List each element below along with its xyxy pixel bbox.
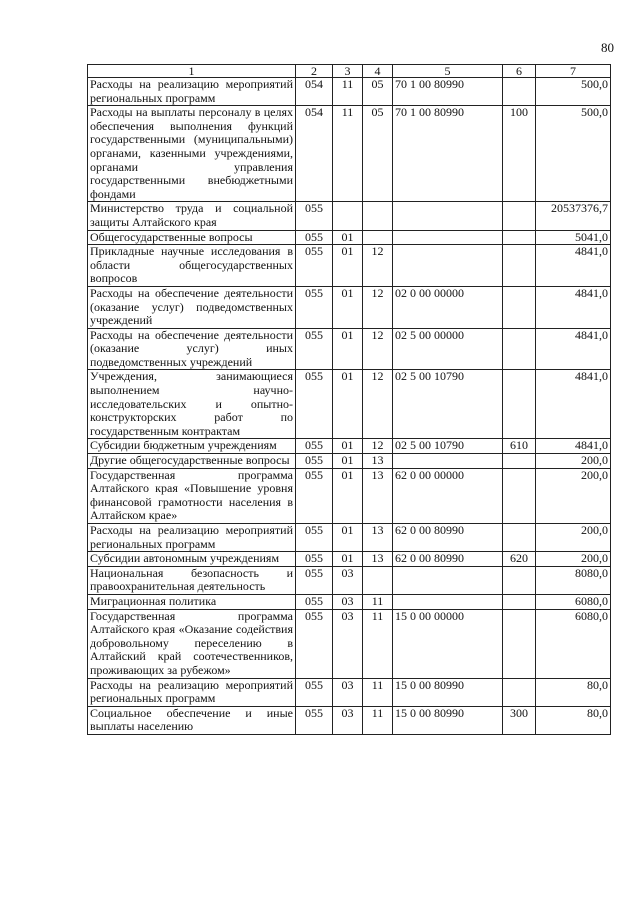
row-section-cell: 01 [333, 286, 363, 328]
row-subsection-cell [363, 566, 393, 594]
row-subsection-cell: 12 [363, 439, 393, 454]
column-header: 4 [363, 65, 393, 78]
row-sum-cell: 500,0 [536, 78, 611, 106]
row-subsection-cell: 12 [363, 245, 393, 287]
row-name-cell: Социальное обеспечение и иные выплаты населению [88, 706, 296, 734]
row-target-article-cell: 15 0 00 00000 [393, 609, 503, 678]
row-sum-cell: 6080,0 [536, 594, 611, 609]
row-target-article-cell: 70 1 00 80990 [393, 78, 503, 106]
row-target-article-cell: 70 1 00 80990 [393, 106, 503, 202]
row-expense-type-cell [503, 202, 536, 230]
row-expense-type-cell [503, 286, 536, 328]
row-grbs-cell: 055 [296, 706, 333, 734]
row-sum-cell: 200,0 [536, 552, 611, 567]
row-grbs-cell: 055 [296, 245, 333, 287]
row-sum-cell: 5041,0 [536, 230, 611, 245]
row-name-cell: Государственная программа Алтайского края «Оказание содействия добровольному переселению в Алтайский край соотечественников, проживающих за рубежом» [88, 609, 296, 678]
row-expense-type-cell: 100 [503, 106, 536, 202]
row-subsection-cell: 13 [363, 524, 393, 552]
row-section-cell [333, 202, 363, 230]
row-sum-cell: 4841,0 [536, 245, 611, 287]
row-subsection-cell: 11 [363, 678, 393, 706]
row-expense-type-cell [503, 370, 536, 439]
header-row [88, 65, 611, 78]
row-target-article-cell [393, 245, 503, 287]
row-expense-type-cell [503, 594, 536, 609]
row-sum-cell: 200,0 [536, 524, 611, 552]
row-subsection-cell: 13 [363, 454, 393, 469]
table-row [88, 609, 611, 678]
row-section-cell: 03 [333, 706, 363, 734]
row-section-cell: 01 [333, 468, 363, 523]
row-target-article-cell [393, 594, 503, 609]
row-sum-cell: 200,0 [536, 454, 611, 469]
row-expense-type-cell [503, 78, 536, 106]
row-name-cell: Расходы на реализацию мероприятий региональных программ [88, 78, 296, 106]
column-header: 5 [393, 65, 503, 78]
table-row [88, 439, 611, 454]
row-subsection-cell: 12 [363, 370, 393, 439]
row-subsection-cell: 11 [363, 706, 393, 734]
row-grbs-cell: 055 [296, 202, 333, 230]
row-name-cell: Расходы на обеспечение деятельности (оказание услуг) иных подведомственных учреждений [88, 328, 296, 370]
row-section-cell: 01 [333, 328, 363, 370]
row-sum-cell: 20537376,7 [536, 202, 611, 230]
column-header: 1 [88, 65, 296, 78]
row-expense-type-cell [503, 609, 536, 678]
row-name-cell: Расходы на реализацию мероприятий региональных программ [88, 678, 296, 706]
row-subsection-cell [363, 230, 393, 245]
row-section-cell: 11 [333, 106, 363, 202]
table-row [88, 202, 611, 230]
table-row [88, 678, 611, 706]
row-target-article-cell: 62 0 00 80990 [393, 524, 503, 552]
row-section-cell: 01 [333, 230, 363, 245]
row-grbs-cell: 055 [296, 439, 333, 454]
row-target-article-cell: 02 5 00 00000 [393, 328, 503, 370]
table-row [88, 328, 611, 370]
row-grbs-cell: 055 [296, 594, 333, 609]
row-subsection-cell [363, 202, 393, 230]
row-grbs-cell: 055 [296, 678, 333, 706]
table-row [88, 245, 611, 287]
row-target-article-cell: 15 0 00 80990 [393, 678, 503, 706]
row-name-cell: Национальная безопасность и правоохранительная деятельность [88, 566, 296, 594]
row-section-cell: 03 [333, 609, 363, 678]
row-section-cell: 01 [333, 552, 363, 567]
table-row [88, 706, 611, 734]
row-grbs-cell: 055 [296, 552, 333, 567]
table-row [88, 468, 611, 523]
row-target-article-cell [393, 230, 503, 245]
row-expense-type-cell [503, 524, 536, 552]
row-sum-cell: 200,0 [536, 468, 611, 523]
row-target-article-cell [393, 566, 503, 594]
row-name-cell: Субсидии бюджетным учреждениям [88, 439, 296, 454]
row-target-article-cell [393, 454, 503, 469]
table-row [88, 286, 611, 328]
row-target-article-cell: 15 0 00 80990 [393, 706, 503, 734]
table-row [88, 370, 611, 439]
row-expense-type-cell [503, 454, 536, 469]
row-subsection-cell: 05 [363, 106, 393, 202]
row-expense-type-cell: 620 [503, 552, 536, 567]
row-target-article-cell: 02 5 00 10790 [393, 370, 503, 439]
row-expense-type-cell [503, 230, 536, 245]
budget-table [87, 64, 611, 735]
row-expense-type-cell: 610 [503, 439, 536, 454]
row-name-cell: Миграционная политика [88, 594, 296, 609]
row-subsection-cell: 12 [363, 328, 393, 370]
row-sum-cell: 4841,0 [536, 370, 611, 439]
row-section-cell: 01 [333, 524, 363, 552]
table-row [88, 454, 611, 469]
row-expense-type-cell [503, 566, 536, 594]
row-subsection-cell: 13 [363, 552, 393, 567]
row-section-cell: 01 [333, 370, 363, 439]
row-target-article-cell: 02 5 00 10790 [393, 439, 503, 454]
row-subsection-cell: 12 [363, 286, 393, 328]
row-subsection-cell: 11 [363, 609, 393, 678]
row-expense-type-cell [503, 468, 536, 523]
row-sum-cell: 80,0 [536, 706, 611, 734]
row-sum-cell: 4841,0 [536, 328, 611, 370]
row-grbs-cell: 055 [296, 286, 333, 328]
table-row [88, 106, 611, 202]
row-name-cell: Расходы на реализацию мероприятий региональных программ [88, 524, 296, 552]
row-grbs-cell: 054 [296, 106, 333, 202]
row-sum-cell: 80,0 [536, 678, 611, 706]
row-section-cell: 03 [333, 566, 363, 594]
row-target-article-cell: 02 0 00 00000 [393, 286, 503, 328]
row-name-cell: Государственная программа Алтайского края «Повышение уровня финансовой грамотности населения в Алтайском крае» [88, 468, 296, 523]
row-sum-cell: 500,0 [536, 106, 611, 202]
row-section-cell: 03 [333, 678, 363, 706]
row-grbs-cell: 055 [296, 468, 333, 523]
row-target-article-cell [393, 202, 503, 230]
row-section-cell: 01 [333, 245, 363, 287]
column-header: 2 [296, 65, 333, 78]
row-sum-cell: 6080,0 [536, 609, 611, 678]
table-row [88, 594, 611, 609]
row-name-cell: Министерство труда и социальной защиты Алтайского края [88, 202, 296, 230]
table-row [88, 524, 611, 552]
row-section-cell: 01 [333, 454, 363, 469]
page-number: 80 [601, 40, 614, 55]
column-header: 6 [503, 65, 536, 78]
table-row [88, 230, 611, 245]
row-sum-cell: 8080,0 [536, 566, 611, 594]
row-sum-cell: 4841,0 [536, 439, 611, 454]
row-grbs-cell: 055 [296, 454, 333, 469]
row-grbs-cell: 055 [296, 609, 333, 678]
row-name-cell: Другие общегосударственные вопросы [88, 454, 296, 469]
row-grbs-cell: 055 [296, 524, 333, 552]
row-section-cell: 03 [333, 594, 363, 609]
row-expense-type-cell: 300 [503, 706, 536, 734]
row-subsection-cell: 11 [363, 594, 393, 609]
row-name-cell: Расходы на выплаты персоналу в целях обеспечения выполнения функций государственными (муниципальными) органами, казенными учреждениями, органами управления государственными внебюджетными фондами [88, 106, 296, 202]
row-name-cell: Расходы на обеспечение деятельности (оказание услуг) подведомственных учреждений [88, 286, 296, 328]
row-sum-cell: 4841,0 [536, 286, 611, 328]
table-row [88, 552, 611, 567]
row-grbs-cell: 055 [296, 230, 333, 245]
column-header: 3 [333, 65, 363, 78]
row-expense-type-cell [503, 678, 536, 706]
row-name-cell: Общегосударственные вопросы [88, 230, 296, 245]
row-target-article-cell: 62 0 00 80990 [393, 552, 503, 567]
row-grbs-cell: 055 [296, 328, 333, 370]
row-name-cell: Учреждения, занимающиеся выполнением научно-исследовательских и опытно-конструкторских работ по государственным контрактам [88, 370, 296, 439]
row-name-cell: Прикладные научные исследования в области общегосударственных вопросов [88, 245, 296, 287]
row-grbs-cell: 055 [296, 566, 333, 594]
table-row [88, 566, 611, 594]
row-grbs-cell: 054 [296, 78, 333, 106]
column-header: 7 [536, 65, 611, 78]
row-section-cell: 11 [333, 78, 363, 106]
table-row [88, 78, 611, 106]
row-expense-type-cell [503, 328, 536, 370]
row-subsection-cell: 13 [363, 468, 393, 523]
row-target-article-cell: 62 0 00 00000 [393, 468, 503, 523]
row-expense-type-cell [503, 245, 536, 287]
row-grbs-cell: 055 [296, 370, 333, 439]
row-section-cell: 01 [333, 439, 363, 454]
row-subsection-cell: 05 [363, 78, 393, 106]
row-name-cell: Субсидии автономным учреждениям [88, 552, 296, 567]
